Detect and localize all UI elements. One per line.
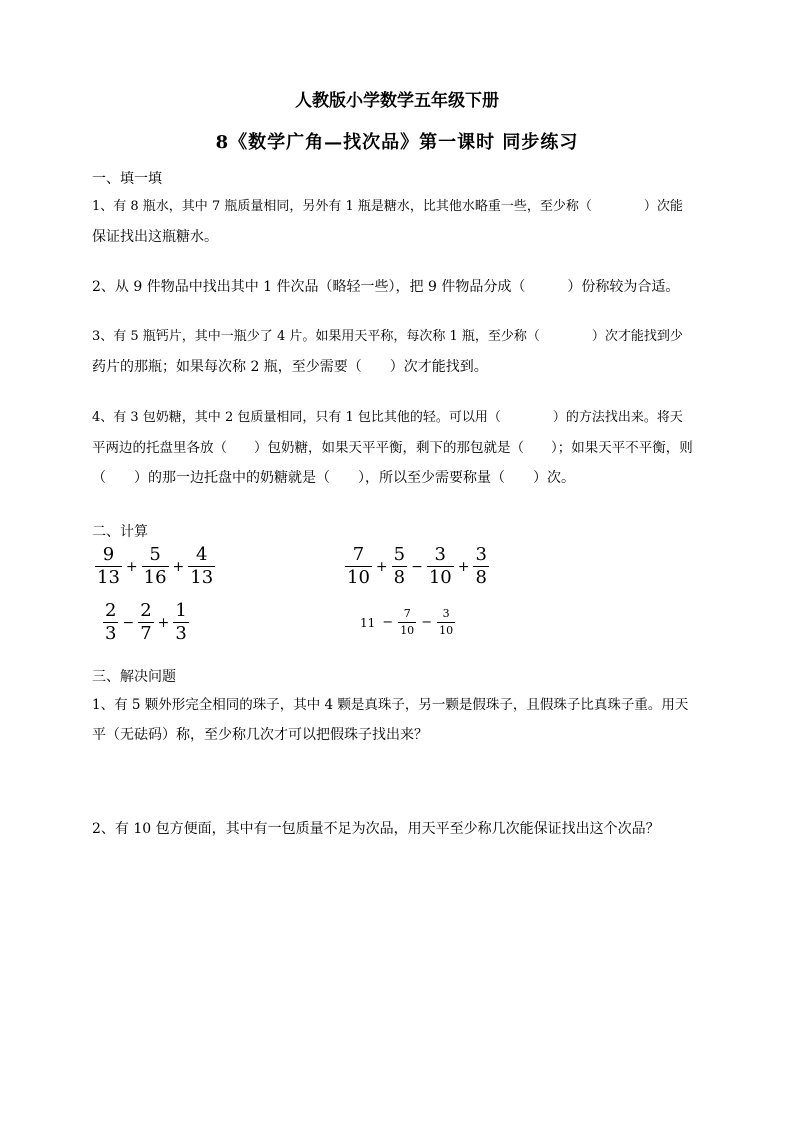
denominator: 13 bbox=[190, 567, 214, 588]
operator: − bbox=[421, 615, 433, 630]
question-line: 1、有 5 颗外形完全相同的珠子，其中 4 颗是真珠子，另一颗是假珠子，且假珠子比真珠子重。用天 bbox=[92, 697, 689, 713]
section-heading-calculation: 二、计算 bbox=[92, 524, 148, 540]
operator: + bbox=[172, 558, 185, 575]
denominator: 10 bbox=[428, 567, 452, 588]
fraction bbox=[392, 545, 407, 588]
operator: + bbox=[125, 558, 138, 575]
numerator: 1 bbox=[175, 600, 187, 621]
question-solve-1 bbox=[92, 690, 704, 750]
fraction bbox=[188, 545, 215, 588]
question-line: （ ）的那一边托盘中的奶糖就是（ ），所以至少需要称量（ ）次。 bbox=[92, 470, 575, 486]
operator: − bbox=[122, 614, 135, 631]
fraction bbox=[142, 545, 169, 588]
section-heading-fill-in: 一、填一填 bbox=[92, 171, 162, 187]
fraction bbox=[398, 607, 416, 638]
denominator: 3 bbox=[175, 623, 187, 644]
question-line: 4、有 3 包奶糖，其中 2 包质量相同，只有 1 包比其他的轻。可以用（ ）的方法找出来。将天 bbox=[92, 410, 683, 425]
fraction bbox=[95, 545, 122, 588]
question-line: 药片的那瓶；如果每次称 2 瓶，至少需要（ ）次才能找到。 bbox=[92, 359, 488, 375]
question-line: 平（无砝码）称，至少称几次才可以把假珠子找出来？ bbox=[92, 727, 428, 743]
operator: − bbox=[411, 558, 423, 575]
operator: + bbox=[375, 558, 388, 575]
numerator: 9 bbox=[102, 544, 115, 565]
fraction bbox=[103, 601, 118, 644]
numerator: 4 bbox=[196, 544, 208, 565]
numerator: 5 bbox=[149, 544, 161, 565]
fraction bbox=[437, 607, 455, 638]
denominator: 3 bbox=[105, 623, 117, 644]
numerator: 3 bbox=[475, 544, 487, 565]
calc-expression-1 bbox=[94, 545, 216, 588]
numerator: 5 bbox=[393, 544, 406, 565]
denominator: 16 bbox=[143, 567, 167, 588]
question-line: 2、有 10 包方便面，其中有一包质量不足为次品，用天平至少称几次能保证找出这个次品？ bbox=[92, 821, 660, 837]
numerator: 3 bbox=[442, 607, 450, 620]
page-subtitle: 8《数学广角—找次品》第一课时 同步练习 bbox=[215, 132, 579, 153]
operator: − bbox=[382, 615, 394, 630]
question-line: 保证找出这瓶糖水。 bbox=[92, 229, 218, 245]
numerator: 7 bbox=[352, 544, 365, 565]
calc-expression-4 bbox=[360, 607, 456, 638]
fraction bbox=[173, 601, 188, 644]
denominator: 10 bbox=[347, 567, 370, 588]
fraction bbox=[473, 545, 488, 588]
question-line: 1、有 8 瓶水，其中 7 瓶质量相同，另外有 1 瓶是糖水，比其他水略重一些，至少称（ ）次能 bbox=[92, 199, 683, 214]
operator: + bbox=[157, 614, 170, 631]
page-title: 人教版小学数学五年级下册 bbox=[295, 91, 499, 111]
question-fill-3 bbox=[92, 322, 704, 382]
numerator: 7 bbox=[403, 607, 411, 620]
denominator: 10 bbox=[400, 624, 415, 637]
calc-expression-2 bbox=[344, 545, 490, 588]
fraction bbox=[138, 601, 153, 644]
question-solve-2 bbox=[92, 814, 704, 844]
operator: + bbox=[457, 558, 470, 575]
calc-expression-3 bbox=[102, 601, 190, 644]
question-fill-1 bbox=[92, 192, 704, 252]
denominator: 7 bbox=[140, 623, 152, 644]
numerator: 2 bbox=[140, 600, 152, 621]
question-line: 2、从 9 件物品中找出其中 1 件次品（略轻一些），把 9 件物品分成（ ）份称较为合适。 bbox=[92, 279, 680, 295]
denominator: 10 bbox=[439, 624, 454, 637]
section-heading-problem-solving: 三、解决问题 bbox=[92, 669, 176, 685]
question-fill-2 bbox=[92, 272, 704, 302]
question-line: 平两边的托盘里各放（ ）包奶糖，如果天平平衡，剩下的那包就是（ ）；如果天平不平衡，则 bbox=[92, 440, 693, 456]
question-line: 3、有 5 瓶钙片，其中一瓶少了 4 片。如果用天平称，每次称 1 瓶，至少称（ ）次才能找到少 bbox=[92, 329, 683, 344]
denominator: 13 bbox=[97, 567, 120, 588]
numerator: 2 bbox=[105, 600, 117, 621]
denominator: 8 bbox=[393, 567, 406, 588]
numerator: 3 bbox=[434, 544, 446, 565]
fraction bbox=[427, 545, 454, 588]
question-fill-4 bbox=[92, 403, 704, 493]
fraction bbox=[345, 545, 372, 588]
integer: 11 bbox=[360, 615, 376, 630]
denominator: 8 bbox=[475, 567, 487, 588]
